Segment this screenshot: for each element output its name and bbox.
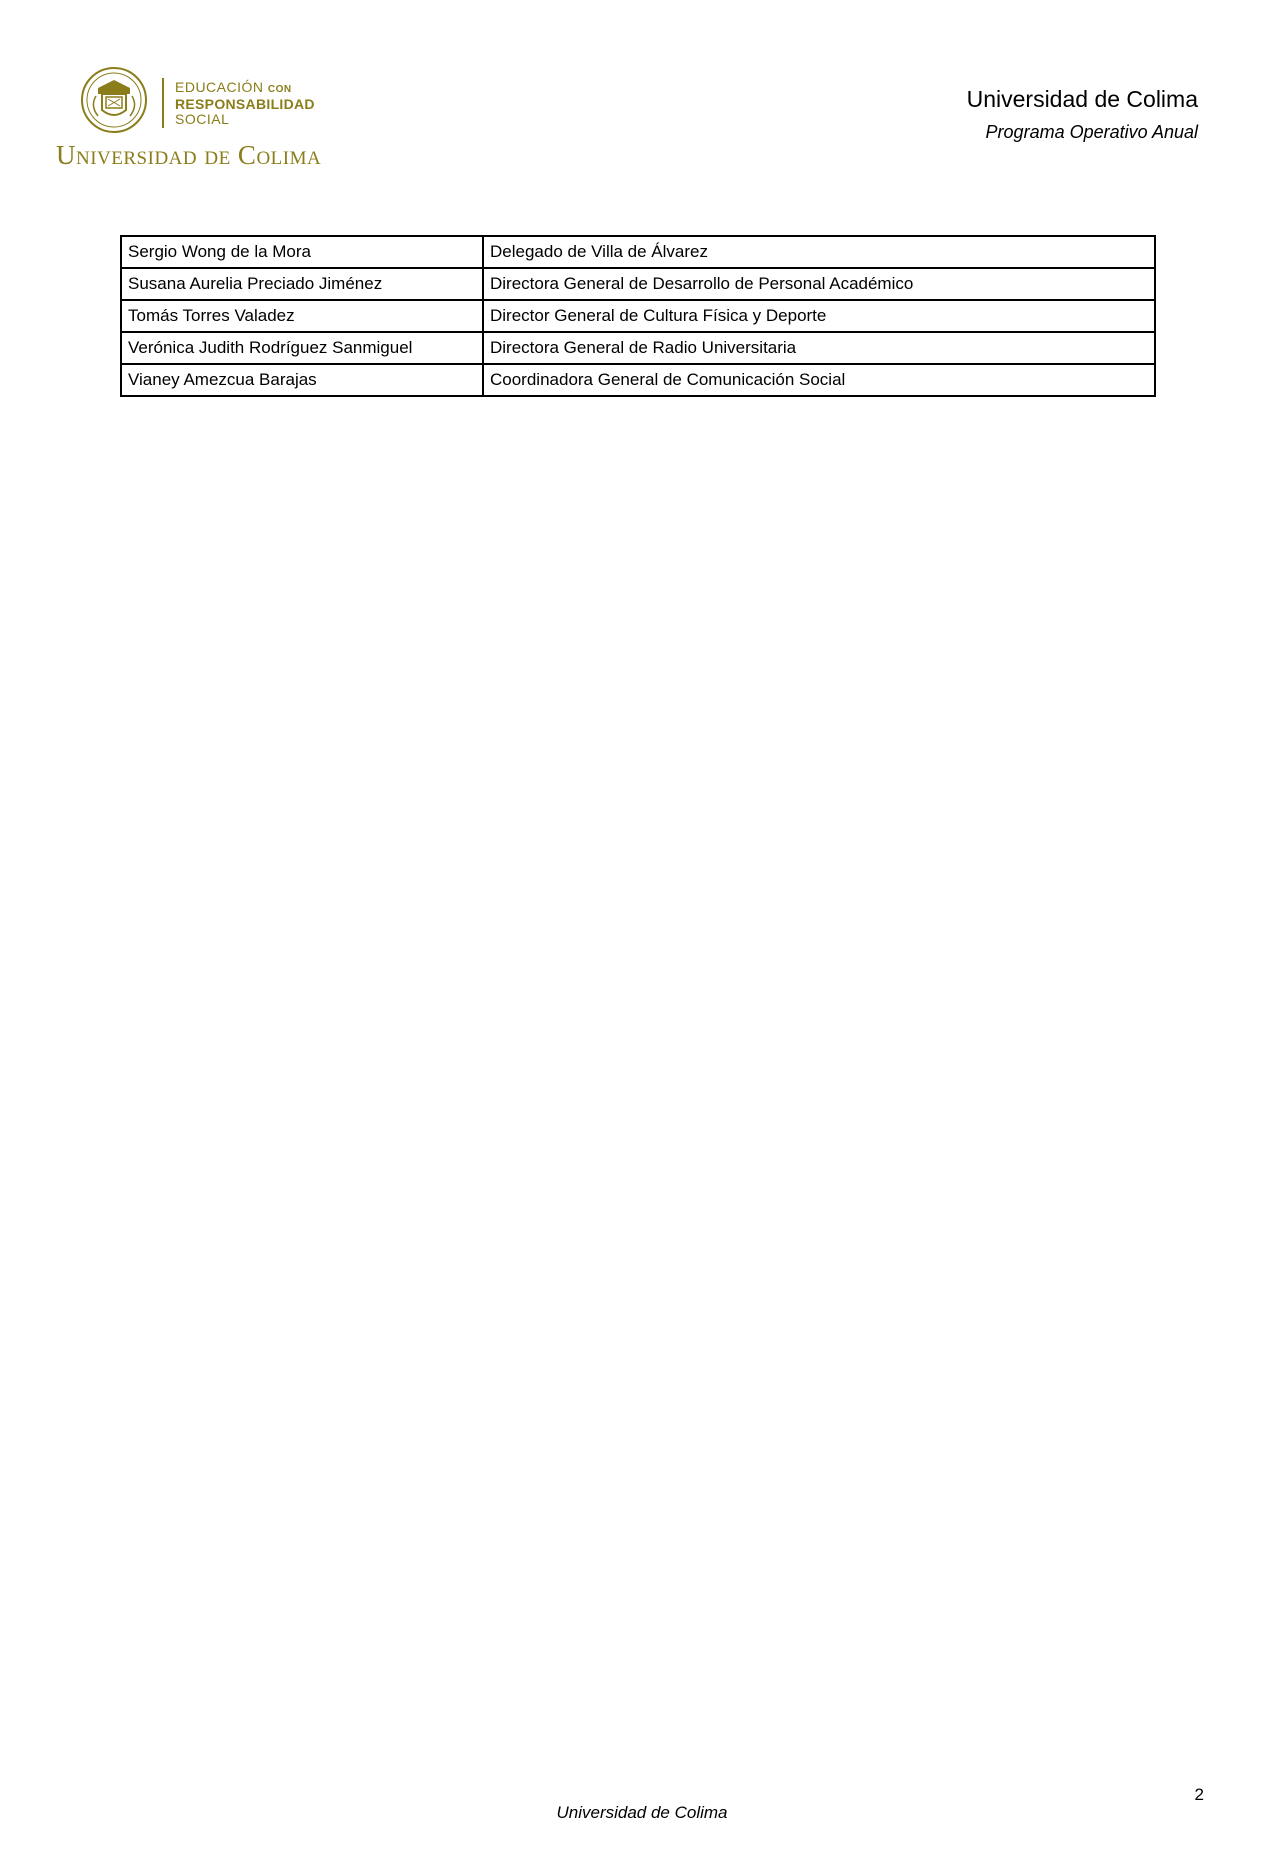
- table-row: [121, 300, 1155, 332]
- person-position: Director General de Cultura Física y Deporte: [483, 300, 1155, 332]
- university-crest-icon: [80, 66, 148, 134]
- table-row: [121, 364, 1155, 396]
- personnel-table: [120, 235, 1156, 397]
- person-position: Directora General de Desarrollo de Personal Académico: [483, 268, 1155, 300]
- table-row: [121, 236, 1155, 268]
- table-row: [121, 332, 1155, 364]
- person-position: Delegado de Villa de Álvarez: [483, 236, 1155, 268]
- logo-tagline: [175, 80, 355, 127]
- page-footer: Universidad de Colima: [556, 1803, 728, 1822]
- person-name: Verónica Judith Rodríguez Sanmiguel: [121, 332, 483, 364]
- university-logo: [56, 66, 356, 170]
- person-position: Coordinadora General de Comunicación Social: [483, 364, 1155, 396]
- person-name: Vianey Amezcua Barajas: [121, 364, 483, 396]
- tagline-word-responsabilidad: RESPONSABILIDAD: [175, 96, 315, 112]
- tagline-word-educacion: EDUCACIÓN: [175, 79, 264, 95]
- person-name: Sergio Wong de la Mora: [121, 236, 483, 268]
- logo-divider: [162, 78, 164, 128]
- person-position: Directora General de Radio Universitaria: [483, 332, 1155, 364]
- tagline-word-social: SOCIAL: [175, 111, 230, 127]
- person-name: Susana Aurelia Preciado Jiménez: [121, 268, 483, 300]
- header-subtitle: Programa Operativo Anual: [985, 122, 1198, 142]
- header-title: Universidad de Colima: [966, 86, 1198, 112]
- page-number: 2: [1194, 1785, 1204, 1804]
- logo-university-name: Universidad de Colima: [56, 140, 322, 170]
- person-name: Tomás Torres Valadez: [121, 300, 483, 332]
- tagline-word-con: CON: [267, 84, 292, 95]
- table-row: [121, 268, 1155, 300]
